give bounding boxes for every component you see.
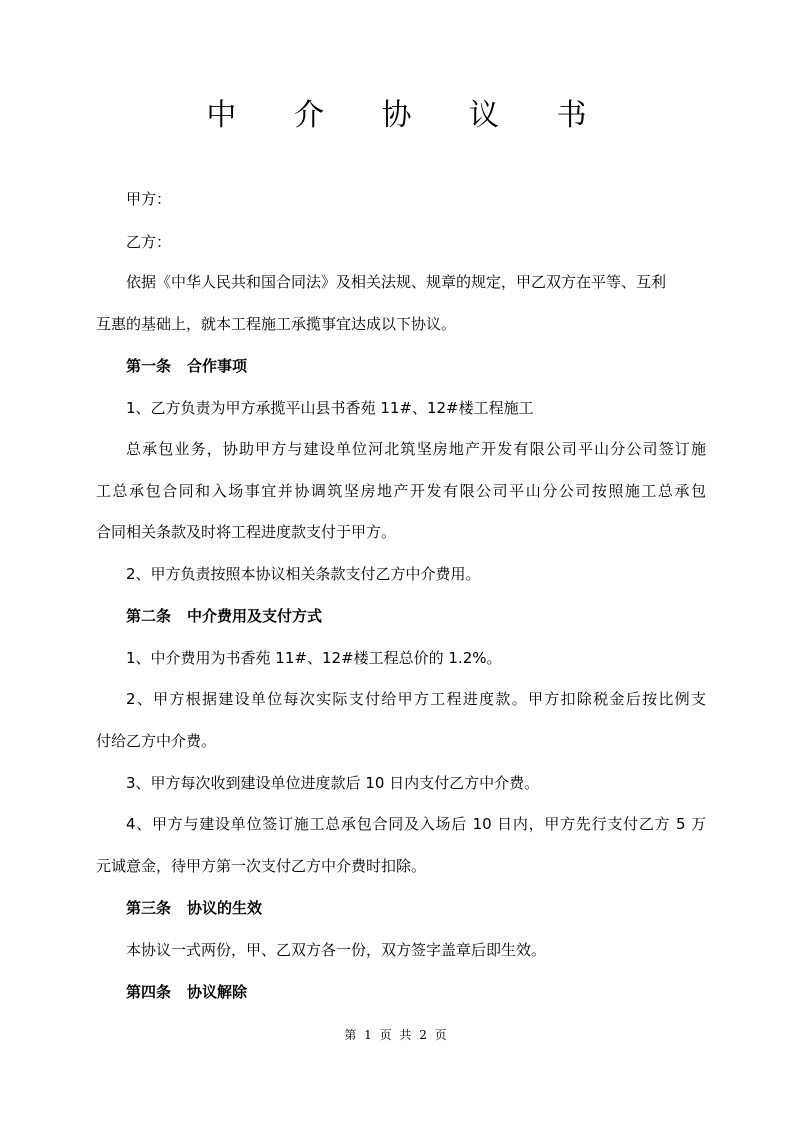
article-3-number: 第三条 [126,899,172,917]
article-2-item-4-line-1: 4、甲方与建设单位签订施工总承包合同及入场后 10 日内，甲方先行支付乙方 5 万 [126,815,706,833]
article-2-item-1: 1、中介费用为书香苑 11#、12#楼工程总价的 1.2%。 [126,649,502,667]
page-footer: 第 1 页 共 2 页 [344,1028,449,1042]
article-2-heading [126,605,706,627]
article-1-heading [126,355,706,377]
article-4-number: 第四条 [126,983,172,1001]
article-1-item-1-line-4: 合同相关条款及时将工程进度款支付于甲方。 [96,523,397,541]
article-3-body: 本协议一式两份，甲、乙双方各一份，双方签字盖章后即生效。 [126,941,547,959]
article-1-title: 合作事项 [187,357,248,375]
article-4-title: 协议解除 [187,983,248,1001]
article-2-item-3: 3、甲方每次收到建设单位进度款后 10 日内支付乙方中介费。 [126,774,540,792]
article-1-item-2: 2、甲方负责按照本协议相关条款支付乙方中介费用。 [126,565,481,583]
article-2-number: 第二条 [126,607,172,625]
article-2-item-2-line-2: 付给乙方中介费。 [96,732,217,750]
intro-line-2: 互惠的基础上，就本工程施工承揽事宜达成以下协议。 [96,315,457,333]
article-4-heading [126,981,706,1003]
article-1-item-1-line-2: 总承包业务，协助甲方与建设单位河北筑坚房地产开发有限公司平山分公司签订施 [126,440,706,458]
document-title: 中 介 协 议 书 [206,98,611,133]
party-b-label: 乙方： [126,233,172,251]
article-1-item-1-line-3: 工总承包合同和入场事宜并协调筑坚房地产开发有限公司平山分公司按照施工总承包 [96,482,706,500]
article-1-number: 第一条 [126,357,172,375]
article-2-title: 中介费用及支付方式 [187,607,323,625]
article-3-heading [126,897,706,919]
article-3-title: 协议的生效 [187,899,263,917]
article-2-item-4-line-2: 元诚意金，待甲方第一次支付乙方中介费时扣除。 [96,857,427,875]
intro-line-1: 依据《中华人民共和国合同法》及相关法规、规章的规定，甲乙双方在平等、互利 [126,273,667,291]
party-a-label: 甲方： [126,190,172,208]
article-2-item-2-line-1: 2、甲方根据建设单位每次实际支付给甲方工程进度款。甲方扣除税金后按比例支 [126,690,706,708]
article-1-item-1-line-1: 1、乙方负责为甲方承揽平山县书香苑 11#、12#楼工程施工 [126,399,534,417]
